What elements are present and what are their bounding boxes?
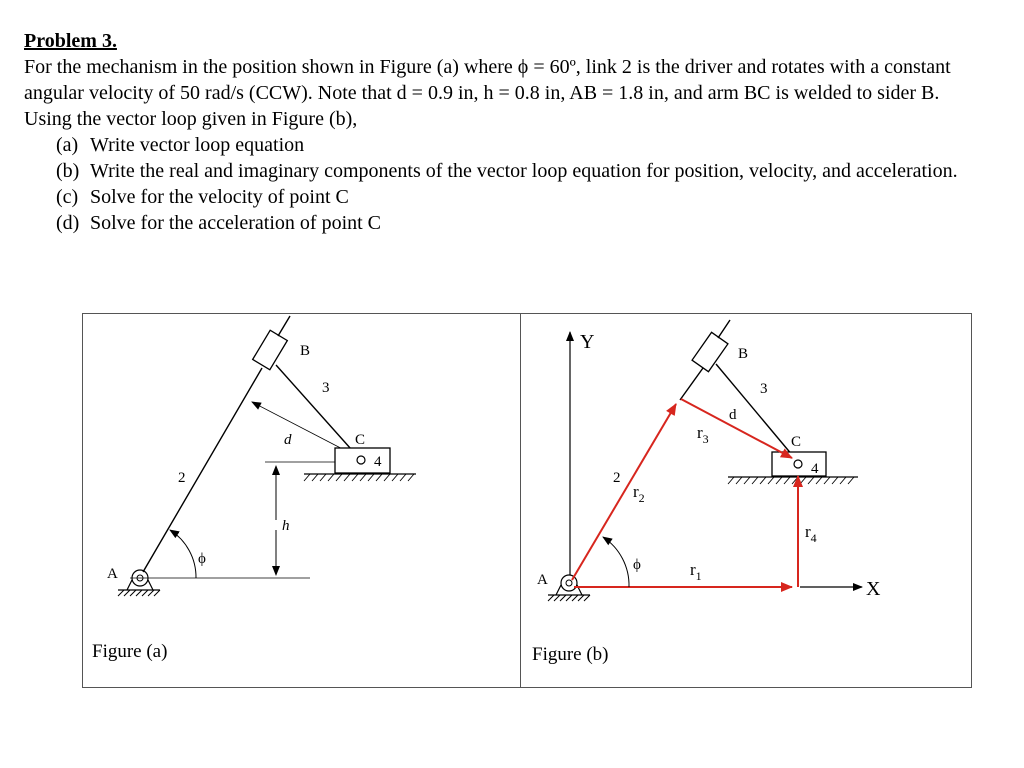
link-2 [143, 368, 262, 572]
label-link-3: 3 [322, 380, 330, 396]
task-text: Solve for the acceleration of point C [90, 212, 382, 234]
problem-intro: Using the vector loop given in Figure (b), [24, 108, 358, 130]
label-d: d [284, 432, 292, 448]
task-text: Write vector loop equation [90, 134, 305, 156]
label-phi: ϕ [198, 551, 206, 567]
label-link-3: 3 [760, 381, 768, 397]
label-x-axis: X [866, 578, 881, 600]
label-r4: $r_4$ [805, 522, 817, 545]
task-label: (a) [56, 134, 79, 156]
ground-pivot-a [118, 570, 160, 596]
label-link-4: 4 [374, 454, 382, 470]
label-y-axis: Y [580, 331, 595, 353]
task-label: (b) [56, 160, 80, 182]
slider-b [253, 330, 288, 369]
figure-a [92, 316, 416, 662]
label-c-point: C [791, 434, 802, 450]
task-label: (c) [56, 186, 79, 208]
label-r1: $r_1$ [690, 560, 702, 583]
phi-arc [170, 530, 196, 578]
label-b-point: B [738, 346, 749, 362]
slider-b [692, 332, 728, 371]
task-text: Solve for the velocity of point C [90, 186, 349, 208]
label-a-point: A [537, 572, 548, 588]
label-r2: $r_2$ [633, 482, 645, 505]
label-link-2: 2 [178, 470, 186, 486]
phi-arc [603, 537, 629, 587]
label-h: h [282, 518, 290, 534]
figure-b-caption: Figure (b) [532, 644, 609, 665]
task-text: Write the real and imaginary components of the vector loop equation for position, velocity, and acceleration. [90, 160, 958, 182]
label-b-point: B [300, 343, 311, 359]
problem-title: Problem 3. [24, 30, 117, 52]
problem-statement: For the mechanism in the position shown in Figure (a) where ϕ = 60º, link 2 is the driver and rotates with a constant angular velocity of 50 rad/s (CCW). Note that d = 0.9 in, h = 0.8 in, AB = 1.8 in, and arm BC is welded to sider B. [24, 56, 951, 104]
label-r3: $r_3$ [697, 423, 709, 446]
label-link-2: 2 [613, 470, 621, 486]
label-phi: ϕ [633, 557, 641, 573]
label-a-point: A [107, 566, 118, 582]
vector-r2 [572, 404, 676, 580]
figure-b [532, 320, 881, 665]
label-link-4: 4 [811, 461, 819, 477]
label-d: d [729, 407, 737, 423]
label-c-point: C [355, 432, 366, 448]
task-label: (d) [56, 212, 80, 234]
figure-a-caption: Figure (a) [92, 641, 168, 662]
